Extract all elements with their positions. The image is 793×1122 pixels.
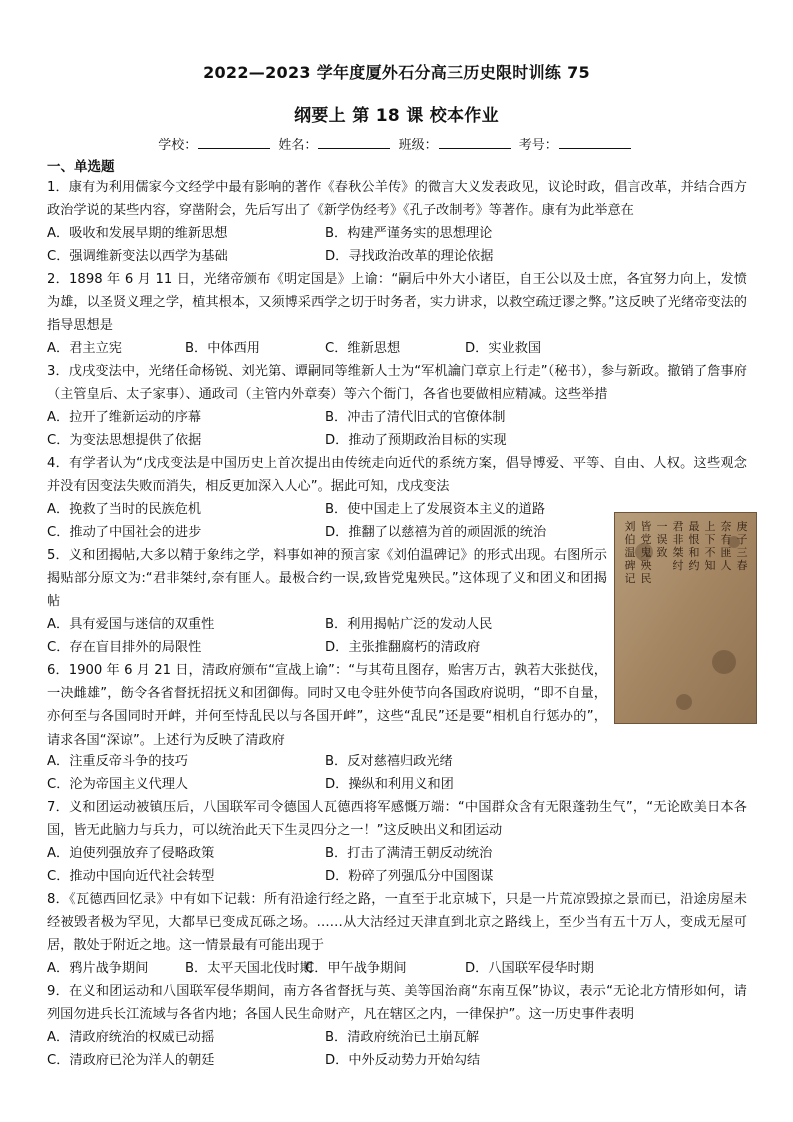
question-6-options — [47, 750, 747, 796]
question-5-options — [47, 613, 607, 659]
section-heading: 一、单选题 — [47, 159, 115, 175]
placard-character: 皆 — [640, 520, 652, 533]
option-b[interactable]: B．构建严谨务实的思想理论 — [325, 226, 493, 241]
option-c[interactable]: C．推动中国向近代社会转型 — [47, 869, 215, 885]
placard-character: 君 — [672, 520, 684, 533]
option-b[interactable]: B．反对慈禧归政光绪 — [325, 754, 453, 769]
option-a[interactable]: A．吸收和发展早期的维新思想 — [47, 226, 228, 241]
option-a[interactable]: A．君主立宪 — [47, 341, 122, 356]
option-d[interactable]: D．实业救国 — [465, 341, 542, 356]
placard-character: 上 — [704, 520, 716, 533]
question-3-stem: 3．戊戌变法中，光绪任命杨锐、刘光第、谭嗣同等维新人士为“军机讑门章京上行走”（秘书），参与新政。撤销了詹事府（主管皇后、太子家事）、通政司（主管内外章奏）等六个衙门，各省也要做相应精减。这些举措 — [47, 364, 747, 403]
option-a[interactable]: A．迫使列强放弃了侵略政策 — [47, 846, 215, 861]
option-b[interactable]: B．使中国走上了发展资本主义的道路 — [325, 502, 546, 517]
option-d[interactable]: D．推翻了以慈禧为首的顽固派的统治 — [325, 525, 547, 541]
option-c[interactable]: C．强调维新变法以西学为基础 — [47, 249, 228, 265]
option-d[interactable]: D．粉碎了列强瓜分中国图谋 — [325, 869, 494, 885]
option-d[interactable]: D．中外反动势力开始勾结 — [325, 1053, 481, 1069]
question-5-stem: 5．义和团揭帖,大多以精于象纬之学，料事如神的预言家《刘伯温碑记》的形式出现。右图所示揭贴部分原文为:“君非桀纣,奈有匪人。最极合约一误,致皆党鬼殃民。”这体现了义和团义和团揭帖 — [47, 548, 607, 610]
placard-character: 致 — [656, 546, 668, 559]
placard-character: 庚 — [736, 520, 748, 533]
option-d[interactable]: D．寻找政治改革的理论依据 — [325, 249, 494, 265]
name-label: 姓名： — [278, 138, 318, 153]
question-9-options — [47, 1026, 747, 1072]
option-a[interactable]: A．鸦片战争期间 — [47, 961, 149, 976]
number-label: 考号： — [518, 138, 558, 153]
option-a[interactable]: A．注重反帝斗争的技巧 — [47, 754, 188, 769]
option-b[interactable]: B．清政府统治已土崩瓦解 — [325, 1030, 480, 1045]
placard-character: 子 — [736, 533, 748, 546]
placard-character: 最 — [688, 520, 700, 533]
sub-title: 纲要上 第 18 课 校本作业 — [294, 106, 499, 126]
placard-character: 有 — [720, 533, 732, 546]
placard-character: 温 — [624, 546, 636, 559]
class-blank[interactable] — [439, 136, 511, 149]
option-d[interactable]: D．主张推翻腐朽的清政府 — [325, 640, 481, 656]
school-blank[interactable] — [198, 136, 270, 149]
placard-character: 殃 — [640, 559, 652, 572]
question-2-stem: 2．1898 年 6 月 11 日，光绪帝颁布《明定国是》上谕：“嗣后中外大小诸臣，自王公以及士庶，各宜努力向上，发愤为雄，以圣贤义理之学，植其根本，又须博采西学之切于时务者，实力讲求，以救空疏迂谬之弊。”这反映了光绪帝变法的指导思想是 — [47, 272, 747, 334]
class-label: 班级： — [398, 138, 438, 153]
placard-character: 鬼 — [640, 546, 652, 559]
option-c[interactable]: C．维新思想 — [325, 341, 401, 356]
placard-character: 恨 — [688, 533, 700, 546]
placard-character: 春 — [736, 559, 748, 572]
placard-character: 下 — [704, 533, 716, 546]
placard-drawing — [614, 512, 757, 724]
placard-character: 一 — [656, 520, 668, 533]
question-2-options — [47, 337, 747, 360]
option-c[interactable]: C．清政府已沦为洋人的朝廷 — [47, 1053, 215, 1069]
option-d[interactable]: D．八国联军侵华时期 — [465, 961, 594, 976]
option-c[interactable]: C．推动了中国社会的进步 — [47, 525, 202, 541]
question-4-stem: 4．有学者认为“戊戌变法是中国历史上首次提出由传统走向近代的系统方案，倡导博爱、平等、自由、人权。这些观念并没有因变法失败而消失，相反更加深入人心”。据此可知，戊戌变法 — [47, 456, 747, 495]
placard-character: 三 — [736, 546, 748, 559]
placard-character: 知 — [704, 559, 716, 572]
placard-character: 桀 — [672, 546, 684, 559]
placard-character: 碑 — [624, 559, 636, 572]
option-d[interactable]: D．推动了预期政治目标的实现 — [325, 433, 507, 449]
question-8-stem: 8．《瓦德西回忆录》中有如下记载：所有沿途行经之路，一直至于北京城下，只是一片荒凉毁掠之景而已，沿途房屋未经被毁者极为罕见，大都早已变成瓦砾之场。……从大沽经过天津直到北京之路线上，至少当有五十万人，变成无屋可居，散处于附近之地。这一情景最有可能出现于 — [47, 892, 747, 954]
question-1-stem: 1．康有为利用儒家今文经学中最有影响的著作《春秋公羊传》的微言大义发表政见，议论时政，倡言改革，并结合西方政治学说的某些内容，穿凿附会，先后写出了《新学伪经考》《孔子改制考》等著作。康有为此举意在 — [47, 180, 747, 219]
name-blank[interactable] — [318, 136, 390, 149]
option-b[interactable]: B．冲击了清代旧式的官僚体制 — [325, 410, 506, 425]
option-b[interactable]: B．打击了满清王朝反动统治 — [325, 846, 493, 861]
placard-character: 纣 — [672, 559, 684, 572]
question-7-options — [47, 842, 747, 888]
option-c[interactable]: C．沦为帝国主义代理人 — [47, 777, 189, 793]
placard-character: 人 — [720, 559, 732, 572]
school-label: 学校： — [158, 138, 198, 153]
question-8-options — [47, 957, 747, 980]
placard-character: 匪 — [720, 546, 732, 559]
placard-character: 约 — [688, 559, 700, 572]
option-a[interactable]: A．挽救了当时的民族危机 — [47, 502, 202, 517]
placard-character: 和 — [688, 546, 700, 559]
placard-character: 党 — [640, 533, 652, 546]
option-a[interactable]: A．具有爱国与迷信的双重性 — [47, 617, 215, 632]
option-a[interactable]: A．拉开了维新运动的序幕 — [47, 410, 202, 425]
placard-character: 奈 — [720, 520, 732, 533]
placard-character: 误 — [656, 533, 668, 546]
option-b[interactable]: B．太平天国北伐时期 — [185, 961, 313, 976]
option-c[interactable]: C．存在盲目排外的局限性 — [47, 640, 202, 656]
option-b[interactable]: B．利用揭帖广泛的发动人民 — [325, 617, 493, 632]
option-c[interactable]: C．为变法思想提供了依据 — [47, 433, 202, 449]
placard-character: 不 — [704, 546, 716, 559]
placard-character: 民 — [640, 572, 652, 585]
question-1-options — [47, 222, 747, 268]
student-info-line — [0, 134, 793, 153]
number-blank[interactable] — [559, 136, 631, 149]
question-9-stem: 9．在义和团运动和八国联军侵华期间，南方各省督抚与英、美等国治商“东南互保”协议，表示“无论北方情形如何，请列国勿进兵长江流域与各省内地；各国人民生命财产，凡在辖区之内，一律保护”。这一历史事件表明 — [47, 984, 747, 1023]
option-c[interactable]: C．甲午战争期间 — [305, 961, 407, 976]
question-3-options — [47, 406, 747, 452]
placard-character: 记 — [624, 572, 636, 585]
option-a[interactable]: A．清政府统治的权威已动摇 — [47, 1030, 215, 1045]
placard-character: 非 — [672, 533, 684, 546]
question-7-stem: 7．义和团运动被镇压后，八国联军司令德国人瓦德西将军感慨万端：“中国群众含有无限蓬勃生气”，“无论欧美日本各国，皆无此脑力与兵力，可以统治此天下生灵四分之一！”这反映出义和团运动 — [47, 800, 747, 839]
option-d[interactable]: D．操纵和利用义和团 — [325, 777, 454, 793]
main-title: 2022—2023 学年度厦外石分高三历史限时训练 75 — [203, 63, 590, 82]
option-b[interactable]: B．中体西用 — [185, 341, 260, 356]
placard-character: 伯 — [624, 533, 636, 546]
placard-character: 刘 — [624, 520, 636, 533]
question-6-stem: 6．1900 年 6 月 21 日，清政府颁布“宣战上谕”：“与其苟且图存，贻害万古，孰若大张挞伐，一决雌雄”，飭令各省督抚招抚义和团御侮。同时又电令驻外使节向各国政府说明，“即不自量，亦何至与各国同时开衅，并何至恃乱民以与各国开衅”，这些“乱民”还是要“相机自行惩办的”，请求各国“深谅”。上述行为反映了清政府 — [47, 663, 607, 748]
boxer-placard-image — [614, 512, 757, 724]
